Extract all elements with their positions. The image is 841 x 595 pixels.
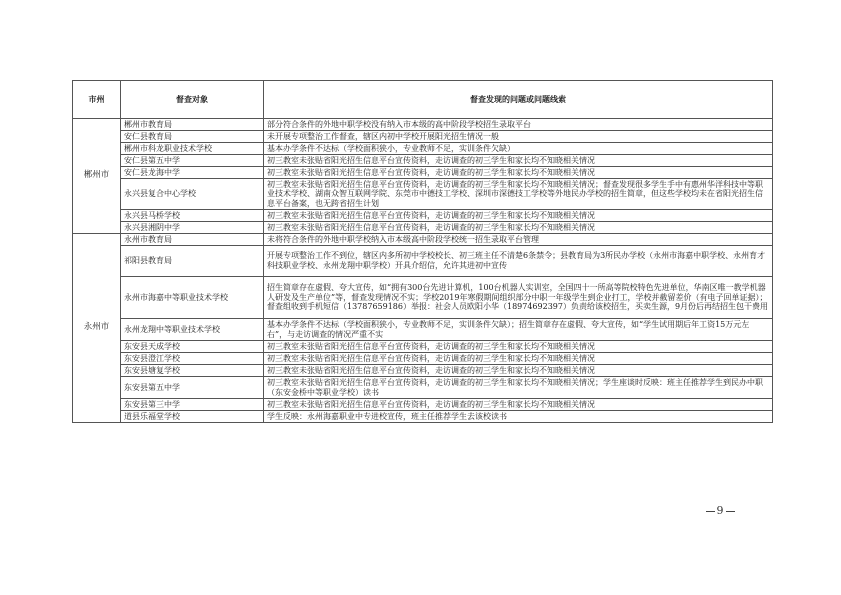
table-header-row [73, 81, 773, 119]
issue-cell: 初三教室未张贴省阳光招生信息平台宣传资料，走访调查的初三学生和家长均不知晓相关情况 [264, 167, 773, 179]
issue-cell: 学生反映：永州海嘉职业中专进校宣传，班主任推荐学生去该校读书 [264, 411, 773, 423]
table-row [73, 319, 773, 341]
target-cell: 东安县第三中学 [121, 399, 264, 411]
target-cell: 东安县第五中学 [121, 377, 264, 399]
page-number-value: 9 [716, 504, 724, 517]
target-cell: 安仁县教育局 [121, 131, 264, 143]
target-cell: 永兴县湘阴中学 [121, 222, 264, 234]
issue-cell: 初三教室未张贴省阳光招生信息平台宣传资料，走访调查的初三学生和家长均不知晓相关情况 [264, 155, 773, 167]
target-cell: 永州市海嘉中等职业技术学校 [121, 277, 264, 319]
issue-cell: 初三教室未张贴省阳光招生信息平台宣传资料，走访调查的初三学生和家长均不知晓相关情况 [264, 210, 773, 222]
issue-cell: 初三教室未张贴省阳光招生信息平台宣传资料，走访调查的初三学生和家长均不知晓相关情况；督查发现很多学生手中有惠州华洋科技中等职业技术学校、湖南众智互联网学院、东莞市中德技工学校、深圳市深德技工学校等外地民办学校的招生简章，但这些学校均未在省阳光招生信息平台备案，也无跨省招生计划 [264, 179, 773, 210]
table-row [73, 234, 773, 246]
issue-cell: 基本办学条件不达标（学校面积狭小，专业教师不足，实训条件欠缺） [264, 143, 773, 155]
issue-cell: 招生简章存在虚假、夸大宣传，如“拥有300台先进计算机，100台机器人实训室，全国四十一所高等院校特色先进单位，华南区唯一教学机器人研发及生产单位”等，督查发现情况不实；学校2019年寒假期间组织部分中职一年级学生到企业打工，学校并截留差价（有电子回单证据）；督查组收到手机短信（13787659186）举报：社会人员欧阳小华（18974692397）负责给该校招生，买卖生源，9月份后再结招生包干费用 [264, 277, 773, 319]
issue-cell: 初三教室未张贴省阳光招生信息平台宣传资料，走访调查的初三学生和家长均不知晓相关情况 [264, 222, 773, 234]
table-row [73, 210, 773, 222]
issue-cell: 开展专项整治工作不到位，辖区内多所初中学校校长、初三班主任不清楚6条禁令；县教育局为3所民办学校（永州市海嘉中职学校、永州育才科技职业学校、永州龙翔中职学校）开具介绍信，允许其进初中宣传 [264, 246, 773, 277]
issue-cell: 基本办学条件不达标（学校面积狭小，专业教师不足，实训条件欠缺）；招生简章存在虚假、夸大宣传，如“学生试用期后年工资15万元左右”，与走访调查的情况严重不实 [264, 319, 773, 341]
target-cell: 东安县塘复学校 [121, 365, 264, 377]
table-row [73, 131, 773, 143]
page-number [700, 504, 740, 517]
target-cell: 道县乐福堂学校 [121, 411, 264, 423]
table-row [73, 365, 773, 377]
target-cell: 永兴县马桥学校 [121, 210, 264, 222]
table-row [73, 167, 773, 179]
table-row [73, 411, 773, 423]
target-cell: 郴州市教育局 [121, 119, 264, 131]
issue-cell: 初三教室未张贴省阳光招生信息平台宣传资料，走访调查的初三学生和家长均不知晓相关情况；学生座谈时反映：班主任推荐学生到民办中职（东安金桥中等职业学校）读书 [264, 377, 773, 399]
issue-cell: 初三教室未张贴省阳光招生信息平台宣传资料，走访调查的初三学生和家长均不知晓相关情况 [264, 399, 773, 411]
target-cell: 安仁县龙海中学 [121, 167, 264, 179]
table-row [73, 341, 773, 353]
issue-cell: 部分符合条件的外地中职学校没有纳入市本级的高中阶段学校招生录取平台 [264, 119, 773, 131]
issue-cell: 初三教室未张贴省阳光招生信息平台宣传资料，走访调查的初三学生和家长均不知晓相关情况 [264, 341, 773, 353]
target-cell: 东安县天成学校 [121, 341, 264, 353]
header-city: 市州 [73, 81, 121, 119]
city-cell-yongzhou: 永州市 [73, 234, 121, 423]
target-cell: 东安县澄江学校 [121, 353, 264, 365]
target-cell: 郴州市科龙职业技术学校 [121, 143, 264, 155]
table-row [73, 155, 773, 167]
table-row [73, 119, 773, 131]
issue-cell: 初三教室未张贴省阳光招生信息平台宣传资料，走访调查的初三学生和家长均不知晓相关情况 [264, 365, 773, 377]
issue-cell: 未将符合条件的外地中职学校纳入市本级高中阶段学校统一招生录取平台管理 [264, 234, 773, 246]
target-cell: 安仁县第五中学 [121, 155, 264, 167]
target-cell: 永州龙翔中等职业技术学校 [121, 319, 264, 341]
table-row [73, 143, 773, 155]
city-cell-chenzhou: 郴州市 [73, 119, 121, 234]
header-issue: 督查发现的问题或问题线索 [264, 81, 773, 119]
target-cell: 永州市教育局 [121, 234, 264, 246]
table-row [73, 399, 773, 411]
header-target: 督查对象 [121, 81, 264, 119]
issue-cell: 初三教室未张贴省阳光招生信息平台宣传资料，走访调查的初三学生和家长均不知晓相关情况 [264, 353, 773, 365]
table-row [73, 353, 773, 365]
table-row [73, 246, 773, 277]
table-row [73, 277, 773, 319]
target-cell: 永兴县复合中心学校 [121, 179, 264, 210]
table-row [73, 179, 773, 210]
inspection-table [72, 80, 773, 423]
issue-cell: 未开展专项整治工作督查，辖区内初中学校开展阳光招生情况一般 [264, 131, 773, 143]
table-row [73, 222, 773, 234]
table-row [73, 377, 773, 399]
target-cell: 祁阳县教育局 [121, 246, 264, 277]
